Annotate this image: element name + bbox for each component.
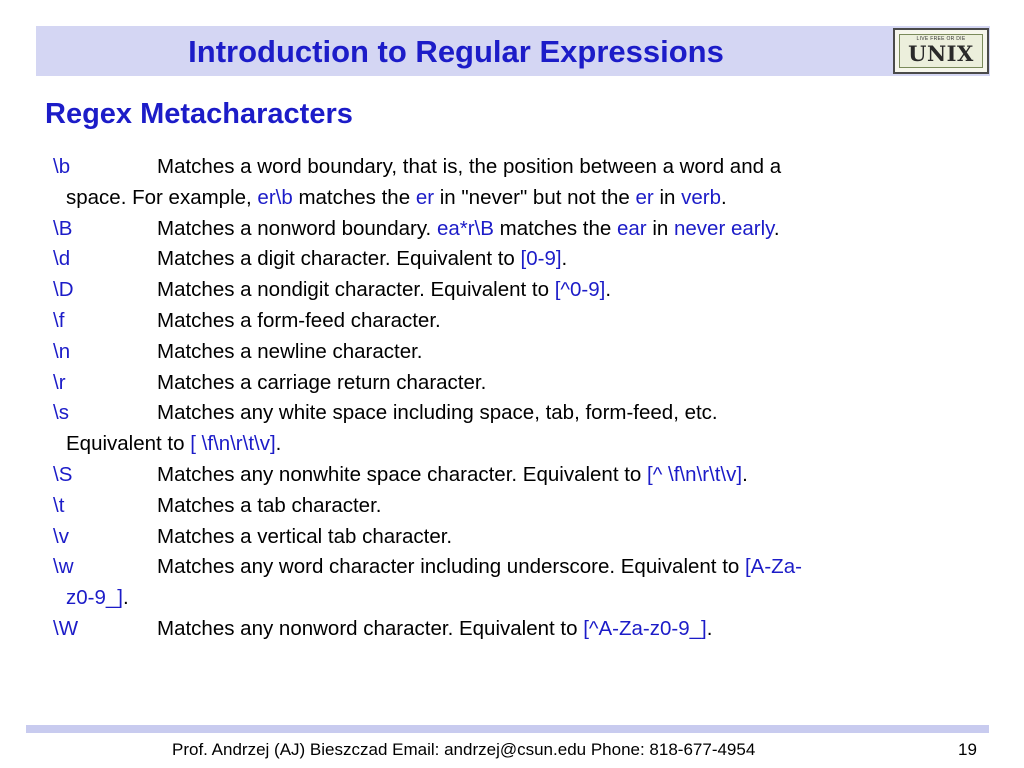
metachar-token: \d — [53, 247, 71, 271]
metachar-description — [157, 243, 567, 274]
metachar-token: \D — [53, 278, 74, 302]
regex-example: z0-9_] — [66, 586, 123, 610]
description-text: . — [773, 216, 780, 240]
description-text: Matches any nonword character. Equivalent to — [157, 617, 584, 640]
regex-example: verb — [681, 185, 721, 209]
metachar-description — [157, 151, 781, 182]
page-number: 19 — [958, 740, 977, 759]
metachar-entry-continuation — [0, 182, 1024, 213]
metachar-entry — [0, 613, 1024, 644]
description-text: Matches a nondigit character. Equivalent to — [157, 278, 555, 302]
description-text: Matches any nonwhite space character. Equivalent to — [157, 463, 648, 486]
metachar-entry-continuation — [0, 428, 1024, 459]
metachar-token: \f — [53, 309, 65, 332]
description-text: . — [706, 617, 713, 640]
metachar-token: \s — [53, 401, 69, 425]
metachar-token: \v — [53, 524, 69, 548]
metachar-description — [157, 459, 748, 490]
regex-example: [^A-Za-z0-9_] — [583, 617, 707, 640]
description-text: . — [275, 432, 282, 456]
regex-example: [A-Za- — [744, 555, 802, 579]
description-text: Matches a form-feed character. — [157, 309, 441, 332]
logo-word: UNIX — [908, 41, 974, 66]
metachar-entry — [0, 213, 1024, 244]
regex-example: er — [415, 185, 435, 209]
metachar-entry — [0, 243, 1024, 274]
description-text: Matches a nonword boundary. — [157, 216, 437, 240]
metachar-entry — [0, 459, 1024, 490]
metachar-description — [157, 336, 423, 367]
metachar-token: \n — [53, 339, 71, 363]
metachar-description-continued — [66, 428, 281, 459]
metachar-entry — [0, 274, 1024, 305]
metachar-description — [157, 613, 712, 644]
metachar-description — [157, 305, 441, 336]
regex-example: ea*r\B — [436, 216, 494, 240]
description-text: . — [605, 278, 612, 302]
regex-example: er\b — [257, 185, 293, 209]
metachar-entry — [0, 521, 1024, 552]
metachar-token: \b — [53, 155, 71, 178]
description-text: space. For example, — [66, 185, 258, 209]
metachar-description-continued — [66, 582, 129, 613]
regex-example: [ \f\n\r\t\v] — [190, 432, 276, 456]
description-text: matches the — [292, 185, 416, 209]
metachar-description — [157, 213, 780, 244]
regex-example: [0-9] — [520, 247, 562, 271]
metachar-entry — [0, 397, 1024, 428]
metachar-entry — [0, 490, 1024, 521]
regex-example: [^0-9] — [554, 278, 606, 302]
footer-bar — [26, 725, 989, 733]
description-text: Matches a word boundary, that is, the position between a word and a — [157, 155, 782, 178]
metachar-token: \w — [53, 555, 74, 579]
metachar-description — [157, 274, 611, 305]
metachar-token: \S — [53, 463, 73, 486]
description-text: Matches a vertical tab character. — [157, 524, 453, 548]
description-text: in — [646, 216, 674, 240]
description-text: in — [653, 185, 682, 209]
metachar-description — [157, 490, 381, 521]
metachar-entry — [0, 336, 1024, 367]
metachar-description-continued — [66, 182, 727, 213]
metachar-entry — [0, 151, 1024, 182]
metachar-token: \t — [53, 493, 65, 517]
description-text: Matches any white space including space, tab, form-feed, etc. — [157, 401, 718, 425]
regex-example: never early — [674, 216, 774, 240]
regex-example: er — [635, 185, 654, 209]
description-text: . — [721, 185, 727, 209]
footer-contact: Prof. Andrzej (AJ) Bieszczad Email: andrzej@csun.edu Phone: 818-677-4954 — [172, 740, 756, 759]
metachar-token: \r — [53, 370, 66, 394]
metachar-description — [157, 397, 718, 428]
description-text: Matches a newline character. — [157, 339, 423, 363]
metachar-entry — [0, 367, 1024, 398]
description-text: in "never" but not the — [434, 185, 636, 209]
description-text: Matches any word character including underscore. Equivalent to — [157, 555, 745, 579]
regex-example: [^ \f\n\r\t\v] — [647, 463, 743, 486]
metachar-token: \W — [53, 617, 79, 640]
regex-example: ear — [617, 216, 647, 240]
slide-title: Introduction to Regular Expressions — [188, 34, 724, 69]
description-text: . — [561, 247, 568, 271]
description-text: . — [742, 463, 748, 486]
metachar-entry — [0, 551, 1024, 582]
metachar-description — [157, 551, 802, 582]
description-text: Equivalent to — [66, 432, 191, 456]
section-heading: Regex Metacharacters — [45, 98, 353, 130]
metachar-description — [157, 521, 452, 552]
metachar-token: \B — [53, 216, 73, 240]
metachar-entry-continuation — [0, 582, 1024, 613]
description-text: Matches a tab character. — [157, 493, 382, 517]
logo-top-text: LIVE FREE OR DIE — [916, 36, 966, 42]
description-text: Matches a carriage return character. — [157, 370, 487, 394]
description-text: . — [122, 586, 129, 610]
description-text: matches the — [493, 216, 617, 240]
metachar-entry — [0, 305, 1024, 336]
metachar-description — [157, 367, 486, 398]
description-text: Matches a digit character. Equivalent to — [157, 247, 521, 271]
